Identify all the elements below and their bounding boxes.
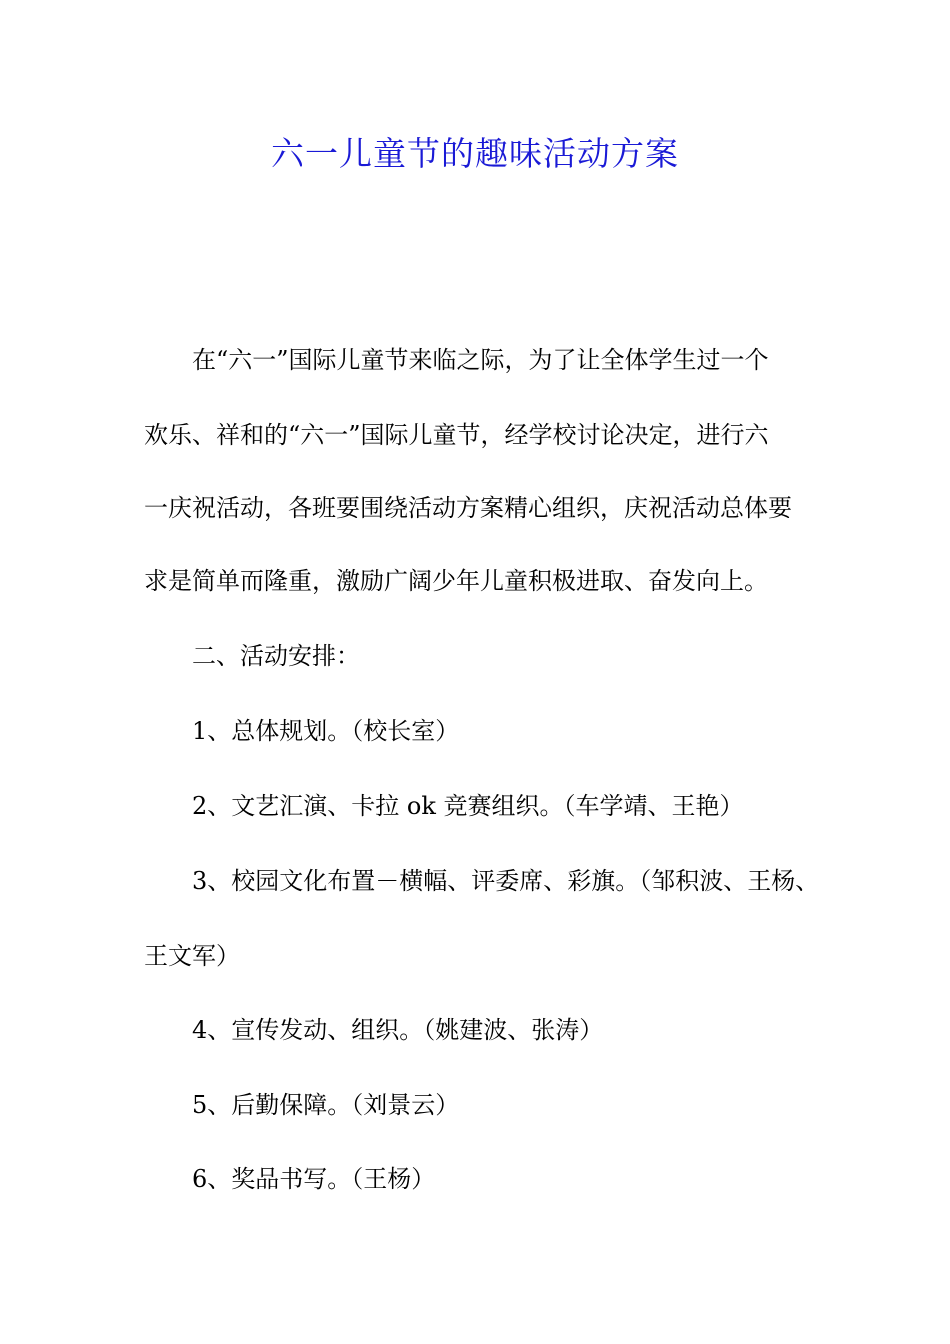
list-item-4: 4、宣传发动、组织。（姚建波、张涛） <box>192 1016 604 1044</box>
intro-line-3: 一庆祝活动，各班要围绕活动方案精心组织，庆祝活动总体要 <box>144 494 792 522</box>
list-item-3: 3、校园文化布置－横幅、评委席、彩旗。（邹积波、王杨、 <box>192 867 820 895</box>
intro-line-4: 求是简单而隆重，激励广阔少年儿童积极进取、奋发向上。 <box>144 567 768 595</box>
list-item-3-continued: 王文军） <box>144 942 240 970</box>
document-title: 六一儿童节的趣味活动方案 <box>271 134 679 173</box>
section-heading: 二、活动安排： <box>192 642 360 670</box>
intro-line-2: 欢乐、祥和的“六一”国际儿童节，经学校讨论决定，进行六 <box>144 421 769 449</box>
list-item-1: 1、总体规划。（校长室） <box>192 717 460 745</box>
list-item-2: 2、文艺汇演、卡拉 ok 竞赛组织。（车学靖、王艳） <box>192 792 744 820</box>
intro-line-1: 在“六一”国际儿童节来临之际，为了让全体学生过一个 <box>192 346 769 374</box>
list-item-6: 6、奖品书写。（王杨） <box>192 1165 436 1193</box>
list-item-5: 5、后勤保障。（刘景云） <box>192 1091 460 1119</box>
